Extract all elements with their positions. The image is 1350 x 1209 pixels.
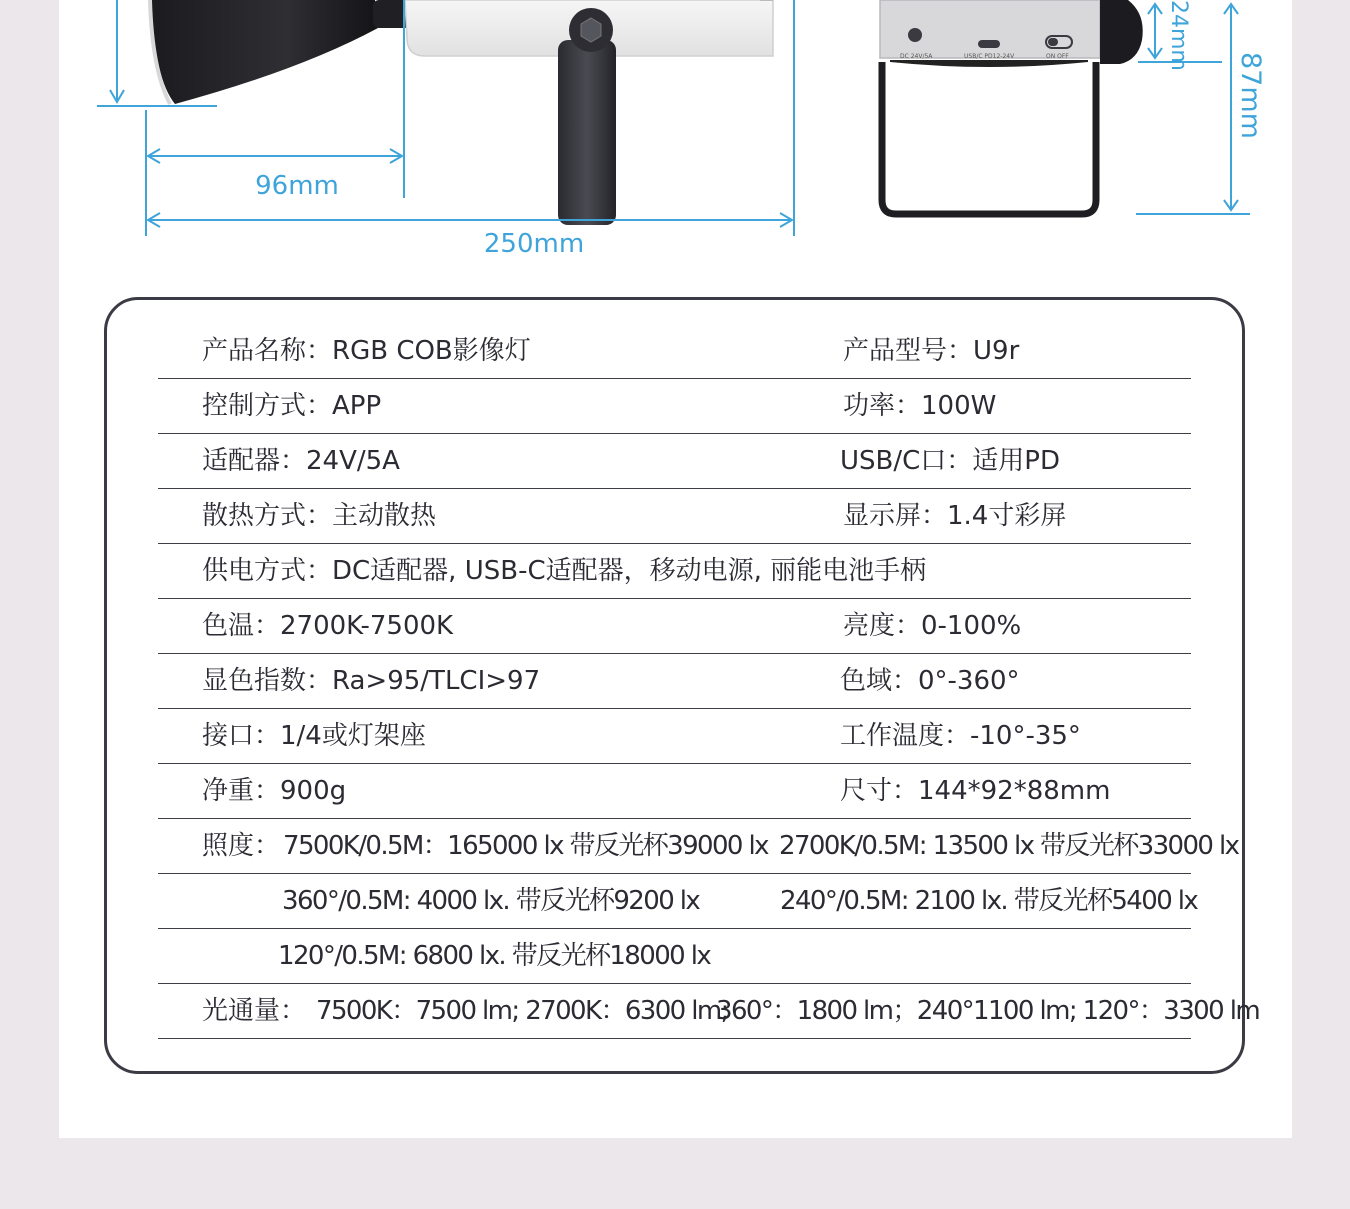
spec-usb-c: USB/C口：适用PD <box>840 446 1060 476</box>
front-view-illustration <box>880 0 1143 214</box>
reflector-illustration <box>150 0 413 104</box>
illuminance-240: 240°/0.5M: 2100 lx. 带反光杯5400 lx <box>780 886 1198 916</box>
panel-height-label: 24mm <box>1166 0 1191 71</box>
spec-power: 功率：100W <box>843 391 997 421</box>
usb-port-label: USB/C PD12-24V <box>964 53 1015 60</box>
spec-row <box>158 654 1191 709</box>
illuminance-7500k: 7500K/0.5M：165000 lx 带反光杯39000 lx <box>283 831 768 861</box>
spec-row-illuminance <box>158 819 1239 874</box>
total-height-label: 87mm <box>1235 52 1266 139</box>
spec-operating-temp: 工作温度：-10°-35° <box>840 721 1081 751</box>
spec-row <box>158 544 1191 599</box>
spec-row <box>158 599 1191 654</box>
dc-port-label: DC 24V/5A <box>900 53 933 60</box>
spec-display: 显示屏：1.4寸彩屏 <box>843 501 1067 531</box>
product-dimension-diagram <box>0 0 1350 290</box>
power-switch-label: ON OFF <box>1046 53 1069 60</box>
spec-row <box>158 434 1191 489</box>
spec-row <box>158 324 1191 379</box>
illuminance-120: 120°/0.5M: 6800 lx. 带反光杯18000 lx <box>278 941 711 971</box>
spec-cri: 显色指数：Ra>95/TLCI>97 <box>202 666 541 696</box>
spec-gamut: 色域：0°-360° <box>840 666 1020 696</box>
illuminance-360: 360°/0.5M: 4000 lx. 带反光杯9200 lx <box>282 886 700 916</box>
spec-adapter: 适配器：24V/5A <box>202 446 400 476</box>
spec-power-supply: 供电方式：DC适配器, USB-C适配器，移动电源, 丽能电池手柄 <box>202 556 927 586</box>
illuminance-label: 照度： <box>202 831 281 861</box>
spec-mount: 接口：1/4或灯架座 <box>202 721 426 751</box>
spec-control: 控制方式：APP <box>202 391 382 421</box>
total-length-label: 250mm <box>483 229 585 259</box>
illuminance-2700k: 2700K/0.5M: 13500 lx 带反光杯33000 lx <box>779 831 1239 861</box>
spec-row-illuminance <box>158 929 1191 984</box>
spec-row <box>158 709 1191 764</box>
luminous-flux-by-temp: 7500K：7500 lm; 2700K：6300 lm; <box>316 996 728 1026</box>
spec-row <box>158 764 1191 819</box>
spec-row <box>158 489 1191 544</box>
reflector-depth-label: 96mm <box>255 171 339 201</box>
spec-model: 产品型号：U9r <box>843 336 1020 366</box>
spec-cooling: 散热方式：主动散热 <box>202 501 437 531</box>
spec-row-illuminance <box>158 874 1198 929</box>
spec-row-luminous-flux <box>158 984 1260 1039</box>
luminous-flux-label: 光通量： <box>202 996 307 1026</box>
spec-row <box>158 379 1191 434</box>
spec-color-temp: 色温：2700K-7500K <box>202 611 454 641</box>
luminous-flux-by-angle: 360°：1800 lm；240°1100 lm; 120°：3300 lm <box>716 996 1260 1026</box>
handle-illustration <box>558 8 616 225</box>
spec-weight: 净重：900g <box>202 776 347 806</box>
spec-size: 尺寸：144*92*88mm <box>840 776 1111 806</box>
spec-product-name: 产品名称：RGB COB影像灯 <box>202 336 531 366</box>
spec-brightness: 亮度：0-100% <box>843 611 1022 641</box>
